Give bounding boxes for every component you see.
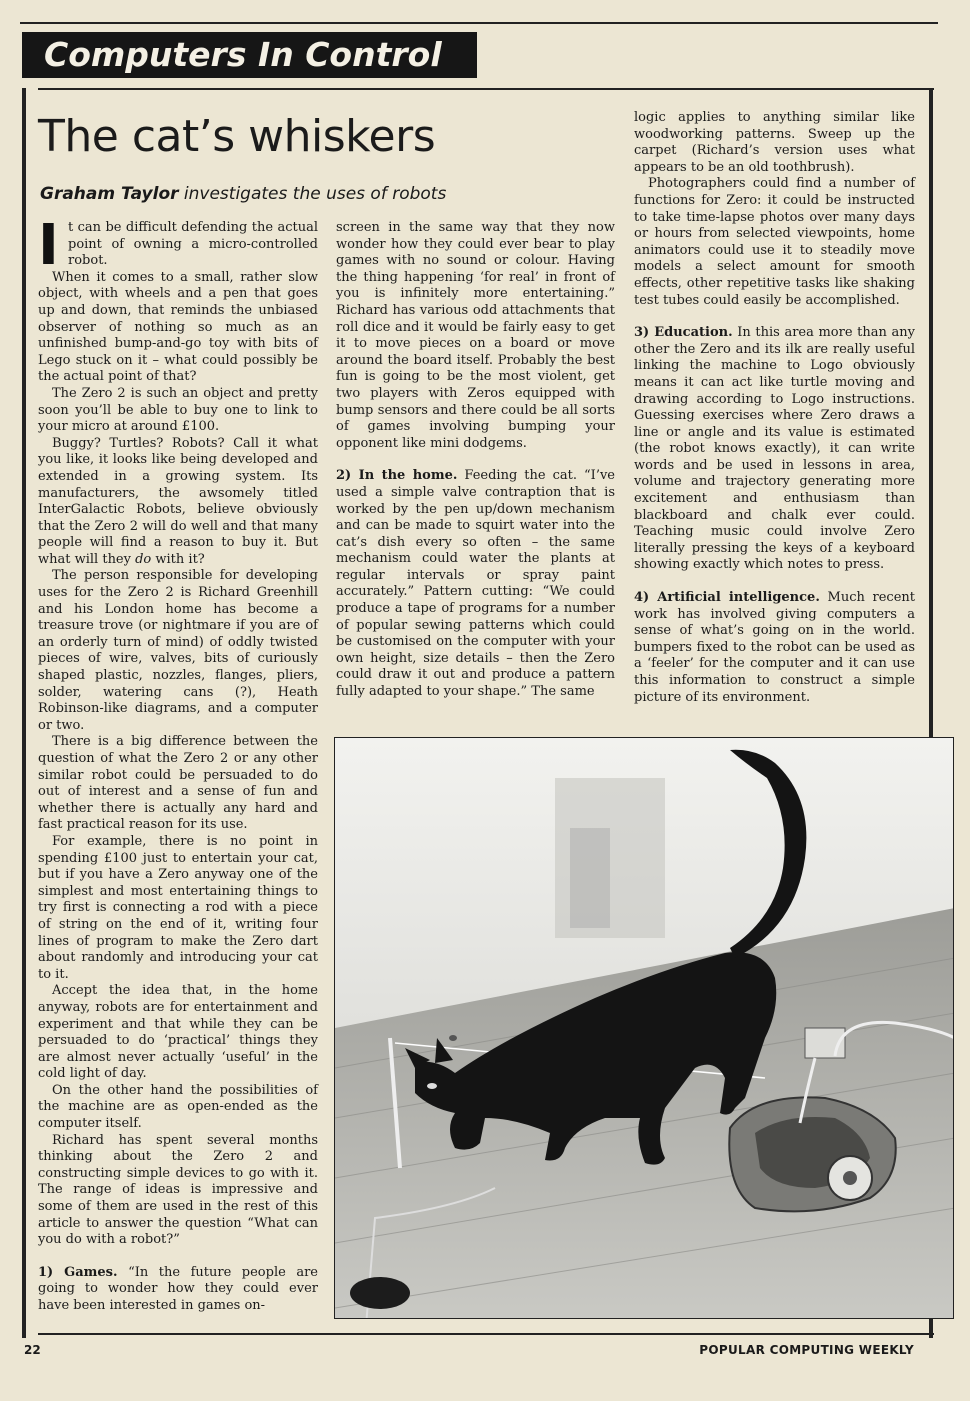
subheading-education: 3) Education. bbox=[634, 325, 733, 341]
article-box-bottom-rule bbox=[38, 1333, 934, 1335]
paragraph: When it comes to a small, rather slow object, with wheels and a pen that goes up and down, that reminds the unbiased observer of nothing so much as an unfinished bump-and-go toy with bits of Lego stuck on it – what could possibly be the actual point of that? bbox=[38, 269, 318, 385]
page-number: 22 bbox=[24, 1343, 41, 1357]
cat-and-robot-photo bbox=[334, 737, 954, 1319]
magazine-name: POPULAR COMPUTING WEEKLY bbox=[699, 1343, 914, 1357]
paragraph: Photographers could find a number of functions for Zero: it could be instructed to take time-lapse photos over many days or hours from selected viewpoints, home animators could use it to steadily move models a select amount for smooth effects, other repetitive tasks like shaking test tubes could easily be accomplished. bbox=[634, 176, 915, 308]
paragraph: Buggy? Turtles? Robots? Call it what you like, it looks like being developed and extended in a growing system. Its manufacturers, the awsomely titled InterGalactic Robots, believe obviously that the Zero 2 will do well and that many people will find a reason to buy it. But what will they do with it? bbox=[38, 435, 318, 567]
article-column-2 bbox=[336, 220, 615, 701]
shadow-patch bbox=[350, 1277, 410, 1309]
paragraph: On the other hand the possibilities of the machine are as open-ended as the computer itself. bbox=[38, 1082, 318, 1132]
article-box-left-bar bbox=[22, 88, 26, 1338]
paragraph-education: 3) Education. In this area more than any other the Zero and its ilk are really useful linking the machine to Logo obviously means it can act like turtle moving and drawing according to Logo instructions. Guessing exercises where Zero draws a line or angle and its value is estimated (the robot knows exactly), it can write words and be used in lessons in area, volume and trajectory generating more excitement and enthusiasm than blackboard and chalk ever could. Teaching music could involve Zero literally pressing the keys of a keyboard showing exactly which notes to press. bbox=[634, 325, 915, 573]
section-banner: Computers In Control bbox=[22, 32, 477, 78]
article-column-3 bbox=[634, 110, 915, 706]
paragraph: Accept the idea that, in the home anyway, robots are for entertainment and experiment and that while they can be persuaded to do ‘practical’ things they are almost never actually ‘useful’ in the cold light of day. bbox=[38, 983, 318, 1082]
paragraph: screen in the same way that they now wonder how they could ever bear to play games with no sound or colour. Having the thing happening ‘for real’ in front of you is infinitely more entertaining.” Richard has various odd attachments that roll dice and it would be fairly easy to get it to move pieces on a board or move around the board itself. Probably the best fun is going to be the most violent, get two players with Zeros equipped with bump sensors and there could be all sorts of games involving bumping your opponent like mini dodgems. bbox=[336, 220, 615, 451]
paragraph: Richard has spent several months thinking about the Zero 2 and constructing simple devices to go with it. The range of ideas is impressive and some of them are used in the rest of this article to answer the question “What can you do with a robot?” bbox=[38, 1132, 318, 1248]
paragraph: There is a big difference between the question of what the Zero 2 or any other similar robot could be persuaded to do out of interest and a sense of fun and whether there is actually any hard and fast practical reason for its use. bbox=[38, 734, 318, 833]
paragraph: It can be difficult defending the actual point of owning a micro-controlled robot. bbox=[38, 213, 318, 278]
article-box-top-rule bbox=[38, 88, 934, 90]
paragraph-games: 1) Games. “In the future people are going to wonder how they could ever have been interested in games on- bbox=[38, 1264, 319, 1313]
paragraph: The Zero 2 is such an object and pretty soon you’ll be able to buy one to link to your micro at around £100. bbox=[38, 385, 318, 435]
standfirst-text: investigates the uses of robots bbox=[178, 184, 447, 204]
paragraph: logic applies to anything similar like woodworking patterns. Sweep up the carpet (Richard’s version uses what appears to be an old toothbrush). bbox=[634, 110, 915, 175]
standfirst bbox=[40, 181, 446, 207]
photo-illustration bbox=[335, 738, 954, 1319]
paragraph: The person responsible for developing uses for the Zero 2 is Richard Greenhill and his London home has become a treasure trove (or nightmare if you are of an orderly turn of mind) of oddly twisted pieces of wire, valves, bits of curiously shaped plastic, nozzles, flanges, pliers, solder, watering cans (?), Heath Robinson-like diagrams, and a computer or two. bbox=[38, 568, 318, 733]
paragraph-home: 2) In the home. Feeding the cat. “I’ve used a simple valve contraption that is worked by the pen up/down mechanism and can be made to squirt water into the cat’s dish every so often – the same mechanism could water the plants at regular intervals or spray paint accurately.” Pattern cutting: “We could produce a tape of programs for a number of popular sewing patterns which could be customised on the computer with your own height, size details – then the Zero could draw it out and produce a pattern fully adapted to your shape.” The same bbox=[336, 468, 615, 700]
headline: The cat’s whiskers bbox=[38, 111, 436, 162]
article-column-1 bbox=[38, 213, 319, 1315]
top-rule bbox=[20, 22, 938, 24]
subheading-ai: 4) Artificial intelligence. bbox=[634, 590, 820, 606]
drop-cap: I bbox=[38, 213, 59, 278]
paragraph-ai: 4) Artificial intelligence. Much recent work has involved giving computers a sense of what’s going on in the world. bumpers fixed to the robot can be used as a ‘feeler’ for the computer and it can use this information to construct a simple picture of its environment. bbox=[634, 590, 915, 705]
subheading-games: 1) Games. bbox=[38, 1264, 118, 1280]
author-name: Graham Taylor bbox=[40, 184, 179, 204]
subheading-home: 2) In the home. bbox=[336, 468, 458, 484]
paragraph: For example, there is no point in spending £100 just to entertain your cat, but if you have a Zero anyway one of the simplest and most entertaining things to try first is connecting a rod with a piece of string on the end of it, writing four lines of program to make the Zero dart about randomly and introducing your cat to it. bbox=[38, 833, 318, 982]
